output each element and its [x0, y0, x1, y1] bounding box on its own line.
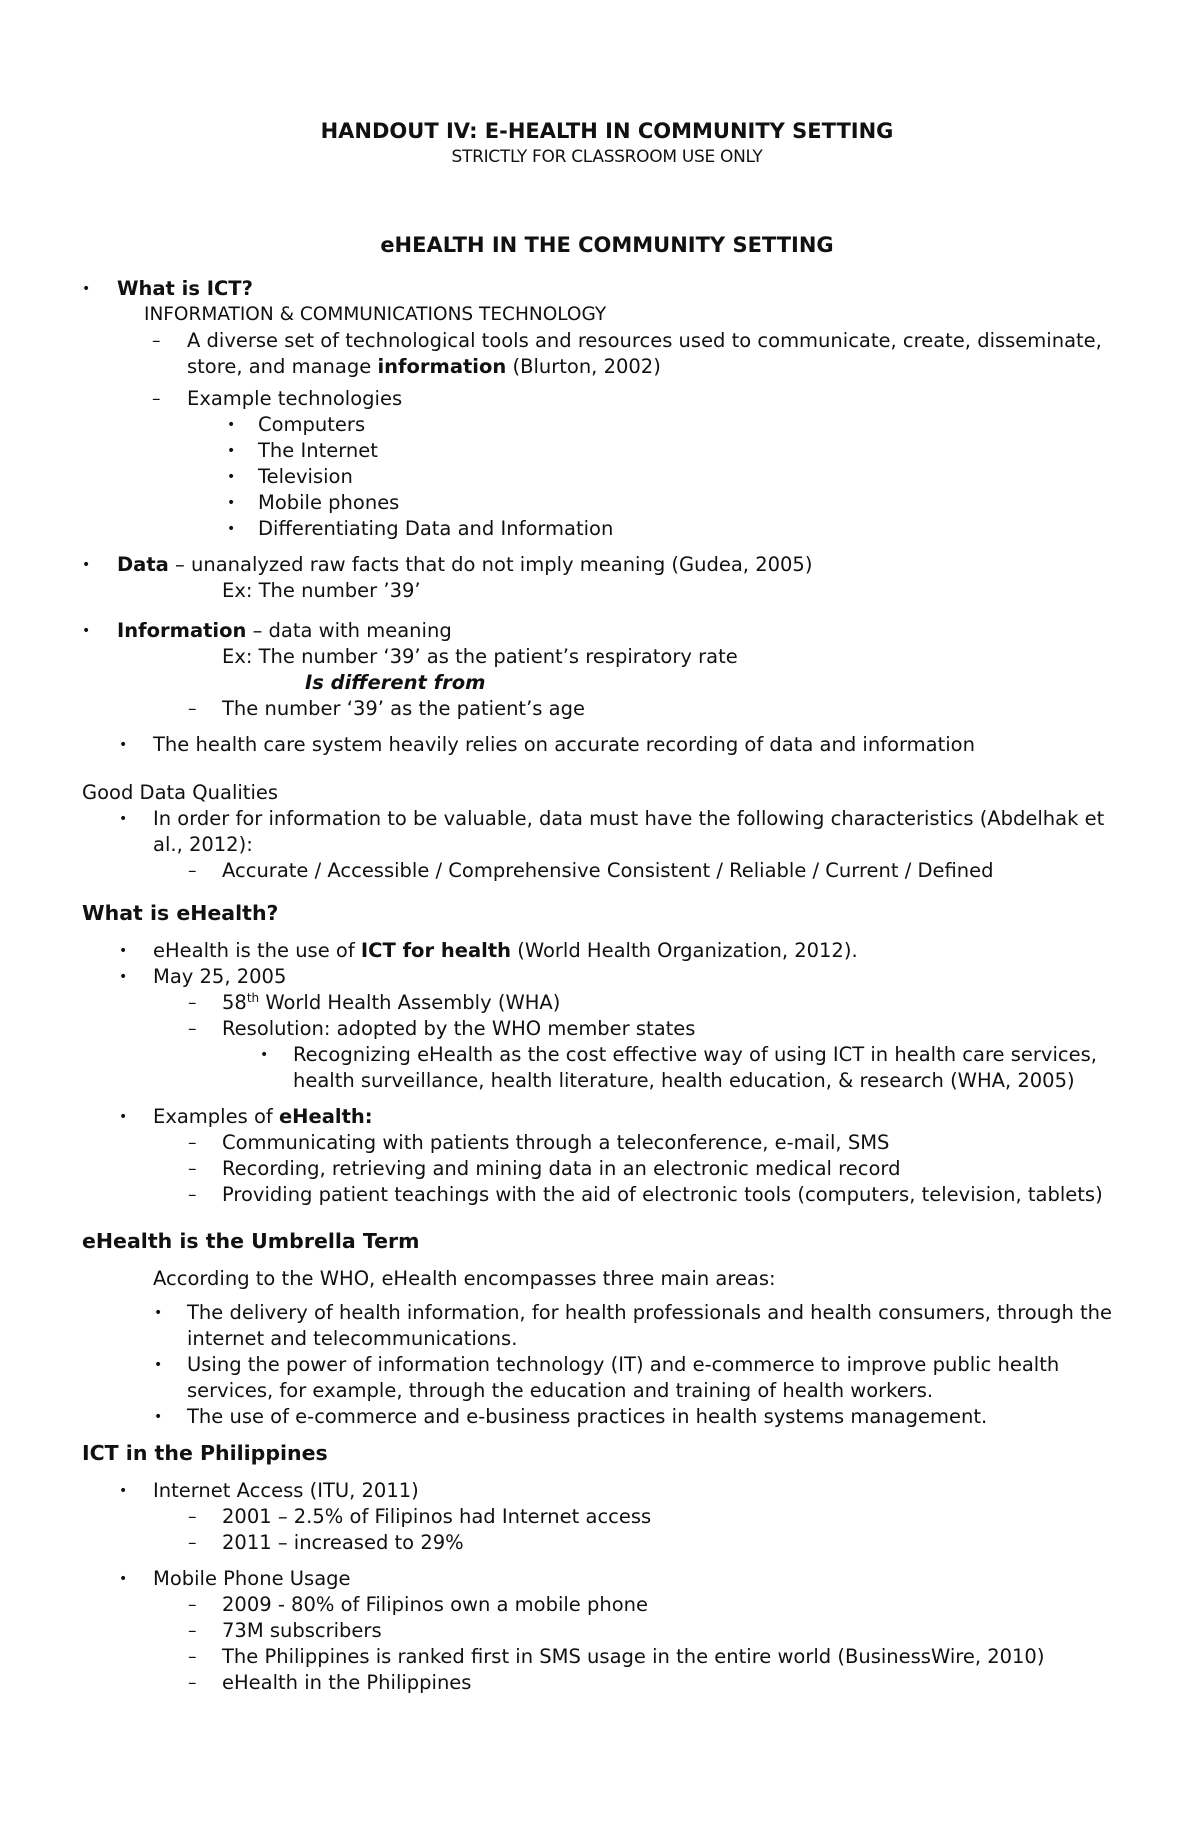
ict-example-item: [82, 438, 1132, 464]
dash-marker: –: [188, 1621, 197, 1641]
dash-marker: –: [188, 1133, 197, 1153]
recognizing-text: Recognizing eHealth as the cost effective way of using ICT in health care services, health surveillance, health literature, health education, & research (WHA, 2005): [293, 1043, 1097, 1092]
ehealth-example-item: [82, 1130, 1132, 1156]
internet-label-item: [82, 1478, 1132, 1504]
wha-number: 58: [222, 991, 247, 1014]
ehealth-def-post: (World Health Organization, 2012).: [511, 939, 858, 962]
umbrella-intro: According to the WHO, eHealth encompasses three main areas:: [153, 1267, 776, 1290]
umbrella-heading: eHealth is the Umbrella Term: [82, 1229, 420, 1253]
ict-definition-pre: A diverse set of technological tools and resources used to communicate, create, disseminate, store, and manage: [187, 329, 1102, 378]
wha-ordinal: th: [246, 991, 260, 1005]
umbrella-area-item: [82, 1300, 1132, 1352]
internet-text: 2001 – 2.5% of Filipinos had Internet access: [222, 1505, 652, 1528]
ict-examples-label: Example technologies: [187, 387, 403, 410]
dash-marker: –: [188, 1159, 197, 1179]
bullet-marker: •: [260, 1047, 269, 1063]
information-contrast-item: [82, 696, 1132, 722]
dash-marker: –: [188, 1647, 197, 1667]
umbrella-area-text: Using the power of information technology (IT) and e-commerce to improve public health services, for example, through the education and training of health workers.: [187, 1353, 1060, 1402]
philippines-heading: ICT in the Philippines: [82, 1441, 328, 1465]
ict-example-text: Mobile phones: [258, 491, 400, 514]
umbrella-area-text: The delivery of health information, for health professionals and health consumers, through the internet and telecommunications.: [187, 1301, 1113, 1350]
handout-subtitle: STRICTLY FOR CLASSROOM USE ONLY: [451, 147, 763, 167]
ict-definition-post: (Blurton, 2002): [506, 355, 661, 378]
ict-example-item: [82, 464, 1132, 490]
handout-title: HANDOUT IV: E-HEALTH IN COMMUNITY SETTING: [320, 119, 894, 143]
bullet-marker: •: [119, 1109, 128, 1125]
dash-marker: –: [188, 699, 197, 719]
umbrella-area-item: [82, 1404, 1132, 1430]
internet-item: [82, 1504, 1132, 1530]
information-text: – data with meaning: [246, 619, 452, 642]
dash-marker: –: [188, 1185, 197, 1205]
mobile-label-item: [82, 1566, 1132, 1592]
dash-marker: –: [152, 331, 161, 351]
ict-examples-label-item: [82, 386, 1132, 412]
data-example: Ex: The number ’39’: [222, 579, 421, 602]
ehealth-def-bold: ICT for health: [360, 939, 512, 962]
dash-marker: –: [152, 389, 161, 409]
information-definition-item: [82, 618, 1132, 644]
bullet-marker: •: [227, 443, 236, 459]
handout-document: [82, 118, 1132, 1696]
bullet-marker: •: [82, 623, 91, 639]
data-text: – unanalyzed raw facts that do not imply meaning (Gudea, 2005): [168, 553, 813, 576]
mobile-label: Mobile Phone Usage: [153, 1567, 351, 1590]
information-term: Information: [117, 619, 247, 642]
dash-marker: –: [188, 1019, 197, 1039]
ehealth-date-item: [82, 964, 1132, 990]
bullet-marker: •: [119, 1571, 128, 1587]
bullet-marker: •: [82, 557, 91, 573]
ehealth-example-text: Communicating with patients through a teleconference, e-mail, SMS: [222, 1131, 890, 1154]
bullet-marker: •: [119, 811, 128, 827]
information-contrast: Is different from: [305, 671, 486, 694]
bullet-marker: •: [119, 1483, 128, 1499]
internet-text: 2011 – increased to 29%: [222, 1531, 464, 1554]
bullet-marker: •: [119, 969, 128, 985]
qualities-heading: Good Data Qualities: [82, 781, 279, 804]
internet-item: [82, 1530, 1132, 1556]
mobile-item: [82, 1592, 1132, 1618]
resolution-item: [82, 1016, 1132, 1042]
ict-example-text: Computers: [258, 413, 366, 436]
dash-marker: –: [188, 1673, 197, 1693]
mobile-text: 2009 - 80% of Filipinos own a mobile phone: [222, 1593, 649, 1616]
internet-label: Internet Access (ITU, 2011): [153, 1479, 419, 1502]
bullet-marker: •: [154, 1305, 163, 1321]
ehealth-example-item: [82, 1182, 1132, 1208]
bullet-marker: •: [227, 495, 236, 511]
ict-example-text: Differentiating Data and Information: [258, 517, 614, 540]
ehealth-example-text: Recording, retrieving and mining data in an electronic medical record: [222, 1157, 901, 1180]
bullet-marker: •: [227, 521, 236, 537]
dash-marker: –: [188, 861, 197, 881]
information-example: Ex: The number ‘39’ as the patient’s respiratory rate: [222, 645, 738, 668]
wha-text: World Health Assembly (WHA): [259, 991, 561, 1014]
ehealth-date: May 25, 2005: [153, 965, 287, 988]
bullet-marker: •: [119, 737, 128, 753]
qualities-intro: In order for information to be valuable, data must have the following characteristics (Abdelhak et al., 2012):: [153, 807, 1105, 856]
ict-question-item: [82, 276, 1132, 302]
mobile-text: 73M subscribers: [222, 1619, 382, 1642]
ehealth-examples-pre: Examples of: [153, 1105, 279, 1128]
qualities-list: Accurate / Accessible / Comprehensive Consistent / Reliable / Current / Defined: [222, 859, 994, 882]
ehealth-definition-item: [82, 938, 1132, 964]
data-definition-item: [82, 552, 1132, 578]
mobile-text: eHealth in the Philippines: [222, 1671, 472, 1694]
ict-definition: [82, 328, 1132, 380]
ehealth-examples-bold: eHealth:: [278, 1105, 373, 1128]
reliance-item: [82, 732, 1132, 758]
umbrella-area-item: [82, 1352, 1132, 1404]
ict-example-item: [82, 516, 1132, 542]
mobile-item: [82, 1618, 1132, 1644]
recognizing-item: [82, 1042, 1132, 1094]
ict-example-text: Television: [258, 465, 353, 488]
mobile-item: [82, 1644, 1132, 1670]
ehealth-example-text: Providing patient teachings with the aid of electronic tools (computers, television, tablets): [222, 1183, 1103, 1206]
resolution-text: Resolution: adopted by the WHO member states: [222, 1017, 696, 1040]
dash-marker: –: [188, 1595, 197, 1615]
ict-expansion: INFORMATION & COMMUNICATIONS TECHNOLOGY: [144, 304, 607, 325]
bullet-marker: •: [154, 1357, 163, 1373]
bullet-marker: •: [119, 943, 128, 959]
bullet-marker: •: [154, 1409, 163, 1425]
qualities-list-item: [82, 858, 1132, 884]
mobile-text: The Philippines is ranked first in SMS usage in the entire world (BusinessWire, 2010): [222, 1645, 1045, 1668]
dash-marker: –: [188, 1533, 197, 1553]
dash-marker: –: [188, 1507, 197, 1527]
umbrella-area-text: The use of e-commerce and e-business practices in health systems management.: [187, 1405, 988, 1428]
section-title: eHEALTH IN THE COMMUNITY SETTING: [380, 233, 834, 257]
ict-question: What is ICT?: [117, 277, 253, 300]
data-term: Data: [117, 553, 169, 576]
wha-item: [82, 990, 1132, 1016]
bullet-marker: •: [227, 417, 236, 433]
ict-example-text: The Internet: [258, 439, 378, 462]
ict-example-item: [82, 412, 1132, 438]
dash-marker: –: [188, 993, 197, 1013]
ehealth-def-pre: eHealth is the use of: [153, 939, 361, 962]
ehealth-heading: What is eHealth?: [82, 901, 279, 925]
bullet-marker: •: [227, 469, 236, 485]
ehealth-examples-label-item: [82, 1104, 1132, 1130]
bullet-marker: •: [82, 281, 91, 297]
reliance-text: The health care system heavily relies on accurate recording of data and information: [153, 733, 975, 756]
ict-example-item: [82, 490, 1132, 516]
ict-definition-bold: information: [377, 355, 507, 378]
qualities-intro-item: [82, 806, 1132, 858]
mobile-item: [82, 1670, 1132, 1696]
ehealth-example-item: [82, 1156, 1132, 1182]
information-contrast-text: The number ‘39’ as the patient’s age: [222, 697, 585, 720]
